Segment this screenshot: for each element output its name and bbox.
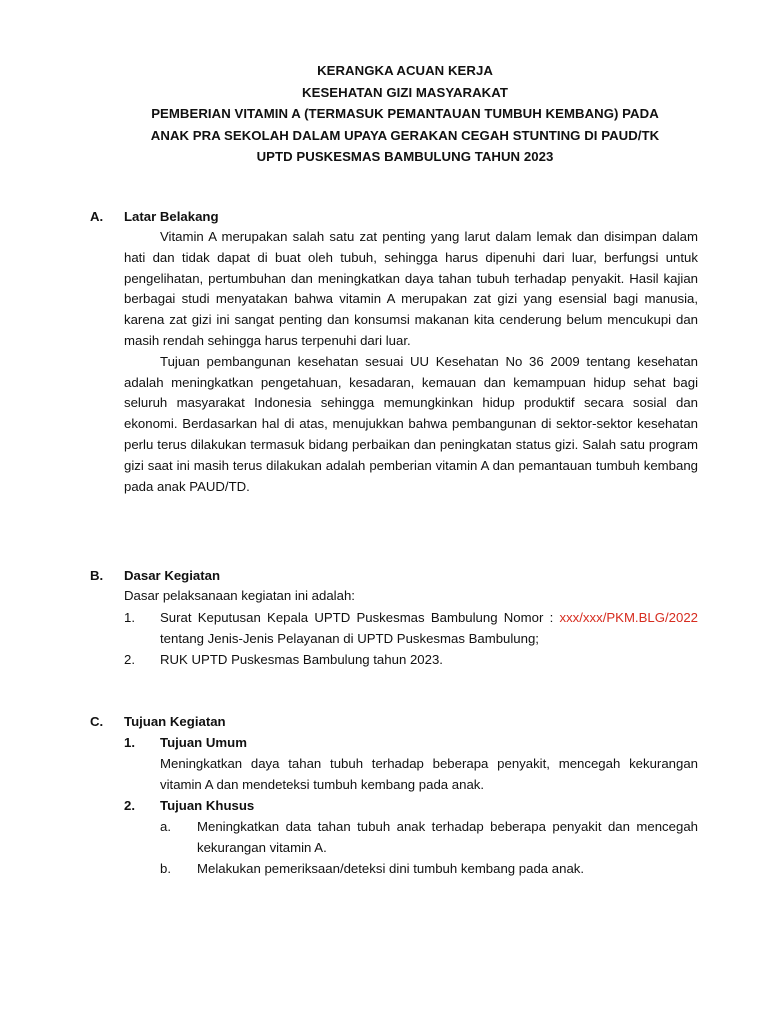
section-letter: B. [90,568,104,583]
reference-number-highlight: xxx/xxx/PKM.BLG/2022 [559,609,698,625]
section-latar-belakang [90,206,698,497]
header-line-5: UPTD PUSKESMAS BAMBULUNG TAHUN 2023 [256,149,554,164]
document-header [90,60,720,168]
section-heading [90,711,698,732]
header-line-4: ANAK PRA SEKOLAH DALAM UPAYA GERAKAN CEGAH STUNTING DI PAUD/TK [150,127,660,143]
list-item-text: Meningkatkan data tahan tubuh anak terhadap beberapa penyakit dan mencegah kekurangan vitamin A. [197,819,698,855]
list-item-text: Surat Keputusan Kepala UPTD Puskesmas Bambulung Nomor : [160,609,560,625]
header-line-2: KESEHATAN GIZI MASYARAKAT [302,84,508,100]
section-tujuan-kegiatan [90,711,698,879]
header-line-1: KERANGKA ACUAN KERJA [317,63,493,78]
subsection-heading [124,795,698,816]
section-dasar-kegiatan [90,565,698,670]
subsection-number: 2. [124,798,135,813]
list-item [124,607,698,649]
subsection-title: Tujuan Khusus [160,798,255,813]
header-line-3: PEMBERIAN VITAMIN A (TERMASUK PEMANTAUAN TUMBUH KEMBANG) PADA [151,106,659,121]
subsection-title: Tujuan Umum [160,735,247,750]
list-item [160,858,698,879]
list-item-letter: b. [160,861,171,876]
section-heading [90,565,698,586]
section-intro: Dasar pelaksanaan kegiatan ini adalah: [124,588,355,603]
subsection-number: 1. [124,735,135,750]
list-item-number: 2. [124,651,135,667]
section-letter: C. [90,714,104,729]
paragraph: Vitamin A merupakan salah satu zat penting yang larut dalam lemak dan disimpan dalam hati dan tidak dapat di buat oleh tubuh, sehingga harus dipenuhi dari luar, berfungsi untuk pengelihatan, pertumbuhan dan meningkatkan daya tahan tubuh terhadap penyakit. Hasil kajian berbagai studi menyatakan bahwa vitamin A merupakan zat gizi yang esensial bagi manusia, karena zat gizi ini sangat penting dan konsumsi makanan kita cenderung belum mencukupi dan masih rendah sehingga harus terpenuhi dari luar. [124,229,698,348]
section-title: Tujuan Kegiatan [124,714,226,729]
list-item [160,816,698,858]
subsection-text: Meningkatkan daya tahan tubuh terhadap beberapa penyakit, mencegah kekurangan vitamin A dan mendeteksi tumbuh kembang pada anak. [160,756,698,792]
list-item-text: RUK UPTD Puskesmas Bambulung tahun 2023. [160,651,443,667]
list-item-letter: a. [160,819,171,834]
list-item-text: tentang Jenis-Jenis Pelayanan di UPTD Puskesmas Bambulung; [160,630,539,646]
section-title: Dasar Kegiatan [124,568,221,583]
list-item-text: Melakukan pemeriksaan/deteksi dini tumbuh kembang pada anak. [197,861,585,876]
list-item [124,649,698,670]
section-letter: A. [90,209,104,224]
list-item-number: 1. [124,609,135,625]
paragraph: Tujuan pembangunan kesehatan sesuai UU Kesehatan No 36 2009 tentang kesehatan adalah meningkatkan pengetahuan, kesadaran, kemauan dan kemampuan hidup sehat bagi seluruh masyarakat Indonesia sehingga memungkinkan hidup produktif secara sosial dan ekonomi. Berdasarkan hal di atas, menujukkan bahwa pembangunan di sektor-sektor kesehatan perlu terus dilakukan termasuk bidang perbaikan dan peningkatan status gizi. Salah satu program gizi saat ini masih terus dilakukan adalah pemberian vitamin A dan pemantauan tumbuh kembang pada anak PAUD/TD. [124,353,698,494]
section-heading [90,206,698,227]
subsection-heading [124,732,698,753]
section-title: Latar Belakang [124,209,219,224]
